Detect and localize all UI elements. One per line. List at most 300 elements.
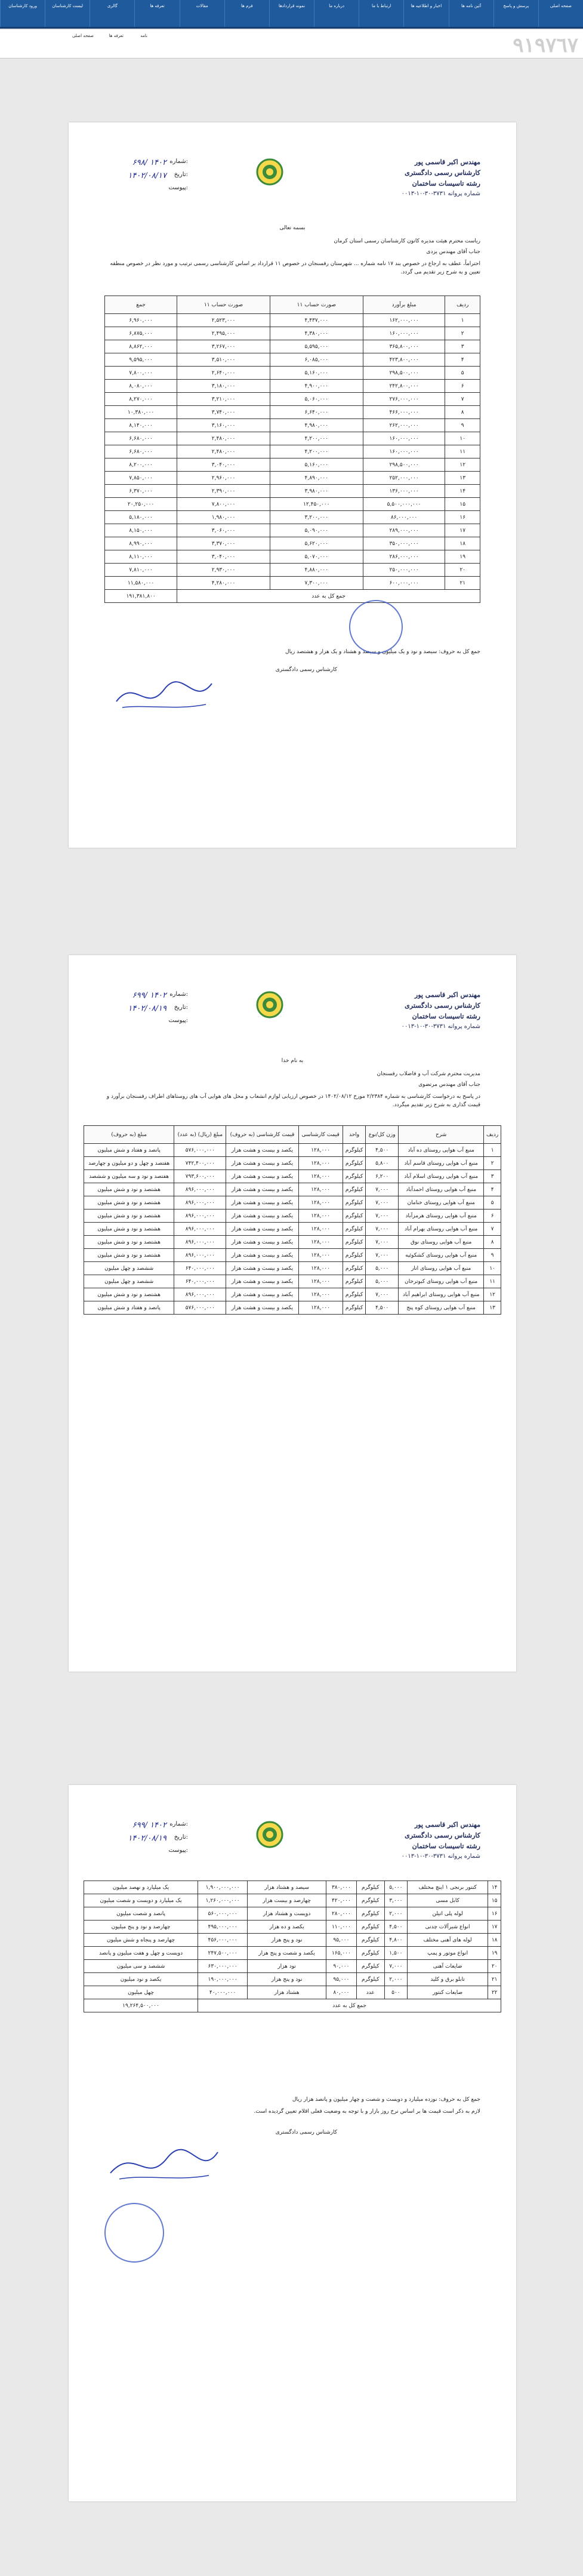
breadcrumb-tariffs[interactable]: تعرفه ها [109, 33, 124, 38]
table-cell: ۲۱ [445, 577, 480, 590]
table-cell: نود و پنج هزار [248, 1934, 326, 1947]
table-row [105, 537, 480, 550]
table-cell: ۸۹۶,۰۰۰,۰۰۰ [174, 1196, 226, 1209]
column-header-1: شرح [399, 1126, 484, 1144]
table-cell: ۸ [484, 1236, 501, 1249]
table-cell: منبع آب هوایی روستای ده آباد [399, 1144, 484, 1157]
table-cell: ۷ [484, 1223, 501, 1236]
table-row [105, 314, 480, 327]
column-header-5: قیمت کارشناسی (به حروف) [226, 1126, 298, 1144]
table-cell: یکصد و بیست و هشت هزار [226, 1288, 298, 1301]
column-header-1: مبلغ برآورد [363, 296, 445, 314]
table-cell: ۵۷۶,۰۰۰,۰۰۰ [174, 1144, 226, 1157]
table-cell: کیلوگرم [343, 1249, 366, 1262]
table-cell: ۴,۵۰۰ [366, 1144, 399, 1157]
table-cell: ۸۹۶,۰۰۰,۰۰۰ [174, 1249, 226, 1262]
date-label: تاریخ: [174, 171, 188, 178]
table-cell: لوله پلی اتیلن [407, 1907, 488, 1921]
letterhead-title: کارشناس رسمی دادگستری [405, 169, 480, 177]
table-cell: ۲۰ [488, 1960, 501, 1973]
letter-number: ۶۹۸/ ۱۴۰۲ [132, 158, 166, 167]
table-row [84, 1881, 501, 1894]
table-row [84, 1934, 501, 1947]
table-cell: ۵,۵۰۰,۰۰۰,۰۰۰ [363, 498, 445, 511]
table-cell: ۱۸ [445, 537, 480, 550]
table-cell: منبع آب هوایی روستای انار [399, 1262, 484, 1275]
table-cell: منبع آب هوایی روستای هرمزآباد [399, 1209, 484, 1223]
table-cell: ۴۲۳,۸۰۰,۰۰۰ [363, 353, 445, 367]
table-cell: ۱۲۸,۰۰۰ [298, 1209, 343, 1223]
salutation: بسمه تعالی [279, 225, 306, 231]
table-cell: یک میلیارد و نهصد میلیون [84, 1881, 198, 1894]
table-cell: هشتصد و نود و شش میلیون [84, 1223, 174, 1236]
nav-item-8[interactable]: مقالات [180, 0, 224, 27]
nav-item-7[interactable]: فرم ها [224, 0, 269, 27]
table-cell: ۲۴۷,۵۰۰,۰۰۰ [198, 1947, 248, 1960]
table-cell: ۱۳۶,۰۰۰,۰۰۰ [363, 485, 445, 498]
table-cell: ۷۹۳,۶۰۰,۰۰۰ [174, 1170, 226, 1183]
table-cell: ۹ [445, 419, 480, 432]
table-cell: کیلوگرم [343, 1236, 366, 1249]
table-cell: ۳,۱۶۰,۰۰۰ [177, 419, 270, 432]
total-label: جمع کل به عدد [177, 590, 480, 603]
table-cell: کیلوگرم [343, 1301, 366, 1315]
table-row [105, 380, 480, 393]
nav-item-6[interactable]: نمونه قراردادها [269, 0, 314, 27]
table-row [105, 458, 480, 472]
table-row [105, 419, 480, 432]
table-cell: ۸۹۶,۰۰۰,۰۰۰ [174, 1223, 226, 1236]
table-cell: ۲ [484, 1157, 501, 1170]
table-cell: ۱۵ [445, 498, 480, 511]
table-cell: کیلوگرم [356, 1907, 384, 1921]
table-cell: ۹۵,۰۰۰ [326, 1934, 356, 1947]
date-label: تاریخ: [174, 1834, 188, 1841]
table-cell: ۱۲۸,۰۰۰ [298, 1275, 343, 1288]
table-cell: ۱,۹۰۰,۰۰۰,۰۰۰ [198, 1881, 248, 1894]
table-row [105, 353, 480, 367]
seal-icon [256, 991, 283, 1018]
nav-item-0[interactable]: صفحه اصلی [538, 0, 583, 27]
table-cell: کیلوگرم [356, 1881, 384, 1894]
table-cell: ۲,۶۴۰,۰۰۰ [177, 367, 270, 380]
table-cell: ۲,۳۹۰,۰۰۰ [177, 485, 270, 498]
table-cell: ۱۳ [445, 472, 480, 485]
table-cell: ۱۲۸,۰۰۰ [298, 1196, 343, 1209]
table-row [84, 1301, 501, 1315]
table-cell: کیلوگرم [343, 1170, 366, 1183]
table-cell: کیلوگرم [356, 1921, 384, 1934]
table-cell: ۲۷۶,۰۰۰,۰۰۰ [363, 393, 445, 406]
table-cell: ۱۰,۳۸۰,۰۰۰ [105, 406, 177, 419]
table-cell: ۲,۰۰۰ [384, 1907, 407, 1921]
column-header-0: ردیف [484, 1126, 501, 1144]
signature-name: کارشناس رسمی دادگستری [275, 2129, 337, 2135]
table-cell: ۱,۲۶۰,۰۰۰,۰۰۰ [198, 1894, 248, 1907]
table-cell: ۱۲ [484, 1288, 501, 1301]
table-cell: ۱۹ [445, 550, 480, 564]
table-cell: هشتصد و نود و شش میلیون [84, 1196, 174, 1209]
table-cell: منبع آب هوایی روستای خنامان [399, 1196, 484, 1209]
table-cell: منبع آب هوایی روستای کشکوئیه [399, 1249, 484, 1262]
table-cell: ۲ [445, 327, 480, 340]
table-cell: تابلو برق و کلید [407, 1973, 488, 1986]
table-cell: ۸,۱۵۰,۰۰۰ [105, 524, 177, 537]
table-cell: پانصد و هفتاد و شش میلیون [84, 1144, 174, 1157]
table-cell: ۵,۰۰۰ [366, 1275, 399, 1288]
table-cell: ۳,۹۸۰,۰۰۰ [270, 485, 363, 498]
table-cell: ۴,۹۰۰,۰۰۰ [270, 380, 363, 393]
table-cell: ۲۵۰,۰۰۰,۰۰۰ [363, 564, 445, 577]
table-row [84, 1183, 501, 1196]
table-cell: کیلوگرم [356, 1973, 384, 1986]
table-cell: ۸ [445, 406, 480, 419]
table-cell: عدد [356, 1986, 384, 1999]
table-cell: ۴ [484, 1183, 501, 1196]
table-cell: ۸۹۶,۰۰۰,۰۰۰ [174, 1236, 226, 1249]
table-cell: ۵,۸۰۰ [366, 1157, 399, 1170]
table-cell: ۲۰,۲۵۰,۰۰۰ [105, 498, 177, 511]
table-cell: ۱۲۸,۰۰۰ [298, 1236, 343, 1249]
table-row [84, 1973, 501, 1986]
letter-date: ۱۴۰۲/۰۸/۱۹ [128, 1834, 166, 1843]
table-cell: ۱۲۸,۰۰۰ [298, 1170, 343, 1183]
letter-date: ۱۴۰۲/۰۸/۱۹ [128, 1004, 166, 1013]
letter-meta [104, 991, 188, 1030]
table-cell: کیلوگرم [343, 1144, 366, 1157]
table-row [84, 1947, 501, 1960]
table-cell: ۶,۶۴۰,۰۰۰ [270, 406, 363, 419]
table-cell: ۱۹ [488, 1947, 501, 1960]
table-cell: ۲,۹۳۰,۰۰۰ [177, 564, 270, 577]
date-label: تاریخ: [174, 1004, 188, 1011]
column-header-7: مبلغ (به حروف) [84, 1126, 174, 1144]
table-row [105, 550, 480, 564]
table-cell: ۷,۰۰۰ [366, 1288, 399, 1301]
recipient: جناب آقای مهندس مرتضوی [418, 1082, 480, 1088]
table-cell: ۷,۰۰۰ [366, 1183, 399, 1196]
table-row [105, 498, 480, 511]
table-cell: ۱۲۸,۰۰۰ [298, 1288, 343, 1301]
table-row [84, 1907, 501, 1921]
table-cell: ۶,۰۸۵,۰۰۰ [270, 353, 363, 367]
total-row [105, 590, 480, 603]
table-cell: ۷,۸۵۰,۰۰۰ [105, 472, 177, 485]
table-cell: ۲,۴۸۰,۰۰۰ [177, 445, 270, 458]
table-row [105, 406, 480, 419]
table-cell: ۳,۰۶۰,۰۰۰ [177, 524, 270, 537]
table-cell: ۲۴۲,۸۰۰,۰۰۰ [363, 380, 445, 393]
table-cell: ۴,۸۹۰,۰۰۰ [270, 472, 363, 485]
table-cell: ۴,۹۸۰,۰۰۰ [270, 419, 363, 432]
breadcrumb-home[interactable]: صفحه اصلی [72, 33, 94, 38]
column-header-4: جمع [105, 296, 177, 314]
table-cell: ۲۹۸,۵۰۰,۰۰۰ [363, 367, 445, 380]
table-cell: ششصد و چهل میلیون [84, 1262, 174, 1275]
table-row [84, 1960, 501, 1973]
table-cell: چهل میلیون [84, 1986, 198, 1999]
nav-item-4[interactable]: ارتباط با ما [359, 0, 403, 27]
table-cell: ۸۹۶,۰۰۰,۰۰۰ [174, 1209, 226, 1223]
letterhead [230, 991, 480, 1045]
table-cell: یکصد و بیست و هشت هزار [226, 1249, 298, 1262]
table-cell: ۴,۲۰۰,۰۰۰ [270, 432, 363, 445]
table-cell: ۲,۴۸۰,۰۰۰ [177, 432, 270, 445]
table-cell: ۱ [445, 314, 480, 327]
table-cell: ضایعات آهنی [407, 1960, 488, 1973]
table-cell: ۱۲,۴۵۰,۰۰۰ [270, 498, 363, 511]
table-cell: یکصد و بیست و هشت هزار [226, 1209, 298, 1223]
table-cell: منبع آب هوایی روستای کوه پنج [399, 1301, 484, 1315]
table-row [105, 524, 480, 537]
table-cell: هشتاد هزار [248, 1986, 326, 1999]
table-cell: ۱۱,۵۸۰,۰۰۰ [105, 577, 177, 590]
official-stamp-icon [104, 2203, 164, 2263]
letter-date: ۱۴۰۲/۰۸/۱۷ [128, 171, 166, 180]
site-watermark: ٩١٩٧٦٧ [513, 33, 578, 57]
table-cell: ۱۵ [488, 1894, 501, 1907]
table-cell: سیصد و هشتاد هزار [248, 1881, 326, 1894]
table-cell: ۵,۱۶۰,۰۰۰ [270, 458, 363, 472]
table-row [84, 1196, 501, 1209]
seal-icon [256, 1821, 283, 1848]
column-header-3: واحد [343, 1126, 366, 1144]
table-cell: ۴۰,۰۰۰,۰۰۰ [198, 1986, 248, 1999]
nav-item-12[interactable]: ورود کارشناسان [0, 0, 45, 27]
attach-label: پیوست: [168, 1847, 188, 1854]
total-in-words: جمع کل به حروف: سیصد و نود و یک میلیون و سیصد و هشتاد و یک هزار و هشتصد ریال [285, 649, 480, 655]
table-cell: ۵,۶۲۰,۰۰۰ [270, 537, 363, 550]
letterhead [230, 1821, 480, 1875]
table-cell: ۵ [484, 1196, 501, 1209]
table-cell: کیلوگرم [356, 1947, 384, 1960]
table-cell: هفتصد و چهل و دو میلیون و چهارصد [84, 1157, 174, 1170]
column-header-2: صورت حساب ۱۱ [270, 296, 363, 314]
column-header-6: مبلغ (ریال) (به عدد) [174, 1126, 226, 1144]
document-page-3 [69, 1785, 516, 2501]
addressee: مدیریت محترم شرکت آب و فاضلاب رفسنجان [377, 1071, 480, 1077]
table-cell: پانصد و هفتاد و شش میلیون [84, 1301, 174, 1315]
table-row [105, 485, 480, 498]
table-row [84, 1223, 501, 1236]
signature-icon [110, 672, 218, 719]
table-cell: ۵,۰۰۰ [384, 1881, 407, 1894]
table-cell: ۶۰۰,۰۰۰,۰۰۰ [363, 577, 445, 590]
assessment-table-continued [84, 1881, 501, 2012]
table-cell: یکصد و بیست و هشت هزار [226, 1301, 298, 1315]
table-cell: ۳ [445, 340, 480, 353]
table-cell: ۱۶ [488, 1907, 501, 1921]
table-cell: هشتصد و نود و شش میلیون [84, 1183, 174, 1196]
table-cell: ۸,۹۹۰,۰۰۰ [105, 537, 177, 550]
table-row [84, 1921, 501, 1934]
table-row [84, 1986, 501, 1999]
table-row [84, 1249, 501, 1262]
table-row [105, 327, 480, 340]
table-cell: یکصد و ده هزار [248, 1921, 326, 1934]
table-cell: هفتصد و نود و سه میلیون و ششصد [84, 1170, 174, 1183]
table-cell: ۵۶۰,۰۰۰,۰۰۰ [198, 1907, 248, 1921]
table-cell: ۹ [484, 1249, 501, 1262]
table-cell: یکصد و بیست و هشت هزار [226, 1262, 298, 1275]
table-cell: یکصد و بیست و هشت هزار [226, 1196, 298, 1209]
table-cell: ۱,۹۸۰,۰۰۰ [177, 511, 270, 524]
table-cell: ۲۶۲,۰۰۰,۰۰۰ [363, 419, 445, 432]
letter-number: ۶۹۹/ ۱۴۰۲ [132, 991, 166, 1000]
table-row [105, 445, 480, 458]
column-header-3: صورت حساب ۱۱ [177, 296, 270, 314]
table-cell: ۶ [484, 1209, 501, 1223]
letterhead-field: رشته تاسیسات ساختمان [412, 1012, 480, 1020]
table-cell: ۱,۵۰۰ [384, 1947, 407, 1960]
table-cell: ۴ [445, 353, 480, 367]
table-cell: کیلوگرم [356, 1934, 384, 1947]
table-cell: انواع موتور و پمپ [407, 1947, 488, 1960]
table-cell: ۱۶۲,۰۰۰,۰۰۰ [363, 314, 445, 327]
column-header-2: وزن کل/نوع [366, 1126, 399, 1144]
table-cell: ۴,۲۰۰,۰۰۰ [270, 445, 363, 458]
table-cell: منبع آب هوایی روستای نوق [399, 1236, 484, 1249]
letterhead-reg: شماره پروانه ۳۷۳۱-۳۰-۱۰-۰۰۱۳ [401, 1023, 480, 1030]
table-cell: ۵۷۶,۰۰۰,۰۰۰ [174, 1301, 226, 1315]
signature-name: کارشناس رسمی دادگستری [275, 667, 337, 673]
table-cell: ۵,۱۶۰,۰۰۰ [270, 367, 363, 380]
recipient: جناب آقای مهندس یزدی [426, 249, 480, 255]
table-cell: ۱۲۸,۰۰۰ [298, 1157, 343, 1170]
table-cell: یکصد و بیست و هشت هزار [226, 1157, 298, 1170]
letterhead-reg: شماره پروانه ۳۷۳۱-۳۰-۱۰-۰۰۱۳ [401, 190, 480, 197]
nav-item-5[interactable]: درباره ما [314, 0, 359, 27]
table-cell: منبع آب هوایی روستای احمدآباد [399, 1183, 484, 1196]
table-cell: ۵۰۰ [384, 1986, 407, 1999]
nav-item-10[interactable]: گالری [90, 0, 134, 27]
table-cell: ۸۰,۰۰۰ [326, 1986, 356, 1999]
table-cell: ۸,۰۸۰,۰۰۰ [105, 380, 177, 393]
table-cell: چهارصد و نود و پنج میلیون [84, 1921, 198, 1934]
table-cell: ۱۰ [445, 432, 480, 445]
table-cell: ۵,۵۹۵,۰۰۰ [270, 340, 363, 353]
table-cell: ۱۶۰,۰۰۰,۰۰۰ [363, 432, 445, 445]
table-cell: ۴۲۰,۰۰۰ [326, 1894, 356, 1907]
table-cell: ۷,۰۰۰ [384, 1960, 407, 1973]
column-header-0: ردیف [445, 296, 480, 314]
table-row [84, 1236, 501, 1249]
total-value: ۱۹,۲۶۴,۵۰۰,۰۰۰ [84, 1999, 198, 2012]
table-cell: یکصد و نود میلیون [84, 1973, 198, 1986]
table-cell: ۲۸۹,۰۰۰,۰۰۰ [363, 524, 445, 537]
table-cell: منبع آب هوایی روستای قاسم آباد [399, 1157, 484, 1170]
nav-item-3[interactable]: اخبار و اطلاعیه ها [403, 0, 448, 27]
table-cell: دویست و چهل و هفت میلیون و پانصد [84, 1947, 198, 1960]
table-cell: ۶۳۰,۰۰۰,۰۰۰ [198, 1960, 248, 1973]
table-cell: کیلوگرم [343, 1288, 366, 1301]
nav-item-2[interactable]: آئین نامه ها [449, 0, 493, 27]
table-cell: منبع آب هوایی روستای ابراهیم آباد [399, 1288, 484, 1301]
table-cell: ۱۶ [445, 511, 480, 524]
table-cell: ۶,۳۷۰,۰۰۰ [105, 485, 177, 498]
table-cell: ۴,۵۰۰ [384, 1921, 407, 1934]
table-cell: کیلوگرم [343, 1183, 366, 1196]
letterhead-name: مهندس اکبر قاسمی پور [414, 1821, 480, 1829]
table-cell: ۳,۵۱۰,۰۰۰ [177, 353, 270, 367]
table-cell: ۸,۲۷۰,۰۰۰ [105, 393, 177, 406]
table-cell: ۱۳ [484, 1301, 501, 1315]
table-cell: ۷ [445, 393, 480, 406]
estimate-table [104, 296, 480, 603]
table-cell: منبع آب هوایی روستای بهرام آباد [399, 1223, 484, 1236]
table-cell: منبع آب هوایی روستای کبوترخان [399, 1275, 484, 1288]
table-cell: ۷۴۲,۴۰۰,۰۰۰ [174, 1157, 226, 1170]
table-cell: ۴,۸۰۰ [384, 1934, 407, 1947]
table-cell: چهارصد و پنجاه و شش میلیون [84, 1934, 198, 1947]
attach-label: پیوست: [168, 184, 188, 191]
main-nav [0, 0, 583, 29]
table-cell: ۱۲۸,۰۰۰ [298, 1223, 343, 1236]
table-row [84, 1894, 501, 1907]
table-cell: ۴۶۶,۰۰۰,۰۰۰ [363, 406, 445, 419]
table-cell: یکصد و بیست و هشت هزار [226, 1170, 298, 1183]
table-cell: ۸,۱۱۰,۰۰۰ [105, 550, 177, 564]
nav-item-1[interactable]: پرسش و پاسخ [493, 0, 538, 27]
table-cell: ۱۹۰,۰۰۰,۰۰۰ [198, 1973, 248, 1986]
table-cell: ۱۶۰,۰۰۰,۰۰۰ [363, 327, 445, 340]
table-cell: یکصد و بیست و هشت هزار [226, 1223, 298, 1236]
table-cell: یکصد و بیست و هشت هزار [226, 1144, 298, 1157]
table-cell: ۱۱ [484, 1275, 501, 1288]
table-cell: ۵,۰۷۰,۰۰۰ [270, 550, 363, 564]
table-cell: ۱۲ [445, 458, 480, 472]
table-cell: ۴,۴۳۷,۰۰۰ [270, 314, 363, 327]
total-in-words: جمع کل به حروف: نوزده میلیارد و دویست و شصت و چهار میلیون و پانصد هزار ریال [292, 2097, 480, 2103]
table-cell: ۴,۳۸۰,۰۰۰ [270, 327, 363, 340]
table-cell: ۷,۰۰۰ [366, 1249, 399, 1262]
table-cell: کیلوگرم [343, 1209, 366, 1223]
table-cell: ۵ [445, 367, 480, 380]
table-cell: یک میلیارد و دویست و شصت میلیون [84, 1894, 198, 1907]
table-cell: یکصد و شصت و پنج هزار [248, 1947, 326, 1960]
number-label: شماره: [169, 991, 188, 998]
table-row [105, 564, 480, 577]
nav-item-11[interactable]: لیست کارشناسان [45, 0, 90, 27]
table-cell: ۱۶۰,۰۰۰,۰۰۰ [363, 445, 445, 458]
table-cell: ۶۴۰,۰۰۰,۰۰۰ [174, 1262, 226, 1275]
nav-item-9[interactable]: تعرفه ها [134, 0, 179, 27]
letter-number: ۶۹۹/ ۱۴۰۲ [132, 1821, 166, 1830]
addressee: ریاست محترم هیئت مدیره کانون کارشناسان رسمی استان کرمان [334, 238, 480, 244]
table-cell: دویست و هشتاد هزار [248, 1907, 326, 1921]
table-cell: ۹۰,۰۰۰ [326, 1960, 356, 1973]
table-cell: ۳,۷۴۰,۰۰۰ [177, 406, 270, 419]
breadcrumb-bar [0, 30, 583, 59]
letterhead-title: کارشناس رسمی دادگستری [405, 1832, 480, 1839]
attach-label: پیوست: [168, 1017, 188, 1024]
table-cell: ۳,۲۶۷,۰۰۰ [177, 340, 270, 353]
table-row [105, 432, 480, 445]
table-cell: ۲,۹۶۰,۰۰۰ [177, 472, 270, 485]
table-row [105, 577, 480, 590]
seal-icon [256, 158, 283, 186]
table-cell: کیلوگرم [343, 1223, 366, 1236]
table-cell: ۱۱ [445, 445, 480, 458]
table-cell: ۷,۳۰۰,۰۰۰ [270, 577, 363, 590]
table-cell: ۲۵۲,۰۰۰,۰۰۰ [363, 472, 445, 485]
table-cell: هشتصد و نود و شش میلیون [84, 1288, 174, 1301]
table-cell: لوله های آهنی مختلف [407, 1934, 488, 1947]
table-cell: ۸۹۶,۰۰۰,۰۰۰ [174, 1288, 226, 1301]
salutation: به نام خدا [281, 1058, 304, 1064]
table-cell: ۱۷ [445, 524, 480, 537]
table-cell: ۵,۰۰۰ [366, 1262, 399, 1275]
